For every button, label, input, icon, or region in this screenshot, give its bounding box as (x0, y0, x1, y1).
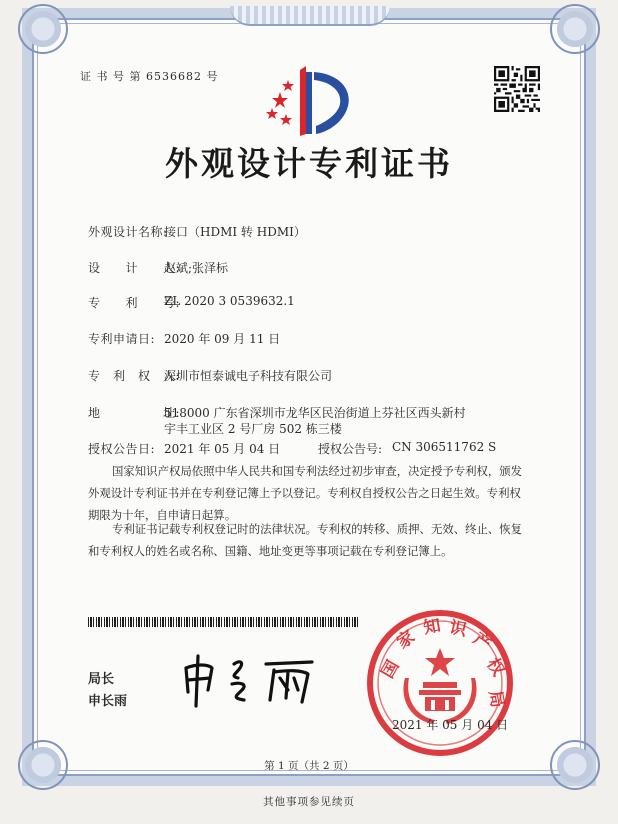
certificate-number: 证 书 号 第 6536682 号 (80, 70, 219, 83)
field-label-patent-number: 专 利 号: (88, 296, 181, 310)
director-signature (178, 650, 328, 710)
svg-text:知: 知 (422, 615, 443, 639)
field-value-patent-number: ZL 2020 3 0539632.1 (164, 294, 295, 308)
svg-text:产: 产 (469, 628, 495, 656)
field-label-address: 地 址: (88, 406, 181, 420)
cnipa-logo-icon (262, 62, 358, 140)
field-label-designer: 设 计 人: (88, 261, 181, 275)
field-label-grant-number: 授权公告号: (318, 442, 383, 456)
svg-text:国: 国 (377, 657, 404, 682)
field-label-design-name: 外观设计名称: (88, 225, 168, 239)
svg-text:识: 识 (447, 617, 469, 641)
field-label-application-date: 专利申请日: (88, 332, 156, 346)
field-value-grant-date: 2021 年 05 月 04 日 (164, 442, 281, 456)
field-label-grant-date: 授权公告日: (88, 442, 156, 456)
field-value-address-line2: 宇丰工业区 2 号厂房 502 栋三楼 (164, 422, 342, 436)
footer-note: 其他事项参见续页 (263, 796, 355, 808)
top-ornament (230, 6, 390, 26)
field-value-patentee: 深圳市恒泰诚电子科技有限公司 (164, 369, 333, 383)
director-title: 局长 (88, 672, 115, 687)
field-value-application-date: 2020 年 09 月 11 日 (164, 332, 281, 346)
qr-code-icon (494, 66, 540, 112)
field-value-designer: 赵斌;张泽标 (164, 261, 229, 275)
svg-text:家: 家 (393, 626, 419, 653)
official-seal-icon (365, 608, 515, 758)
barcode (88, 617, 360, 627)
corner-ornament (550, 4, 600, 54)
certificate-title: 外观设计专利证书 (165, 144, 453, 183)
director-name: 申长雨 (88, 694, 128, 709)
field-value-address-line1: 518000 广东省深圳市龙华区民治街道上芬社区西头新村 (164, 406, 466, 420)
page-number: 第 1 页（共 2 页） (264, 760, 354, 772)
statement-paragraph: 专利证书记载专利权登记时的法律状况。专利权的转移、质押、无效、终止、恢复和专利权人的姓名或名称、国籍、地址变更等事项记载在专利登记簿上。 (88, 522, 523, 558)
svg-text:局: 局 (484, 689, 508, 710)
field-label-patentee: 专 利 权 人: (88, 369, 181, 383)
seal-date: 2021 年 05 月 04 日 (392, 718, 509, 732)
corner-ornament (18, 4, 68, 54)
field-value-grant-number: CN 306511762 S (392, 440, 497, 454)
svg-text:权: 权 (482, 654, 509, 680)
field-value-design-name: 接口（HDMI 转 HDMI） (164, 225, 306, 239)
statement-paragraph: 国家知识产权局依照中华人民共和国专利法经过初步审查，决定授予专利权，颁发外观设计专利证书并在专利登记簿上予以登记。专利权自授权公告之日起生效。专利权期限为十年，自申请日起算。 (88, 464, 523, 522)
